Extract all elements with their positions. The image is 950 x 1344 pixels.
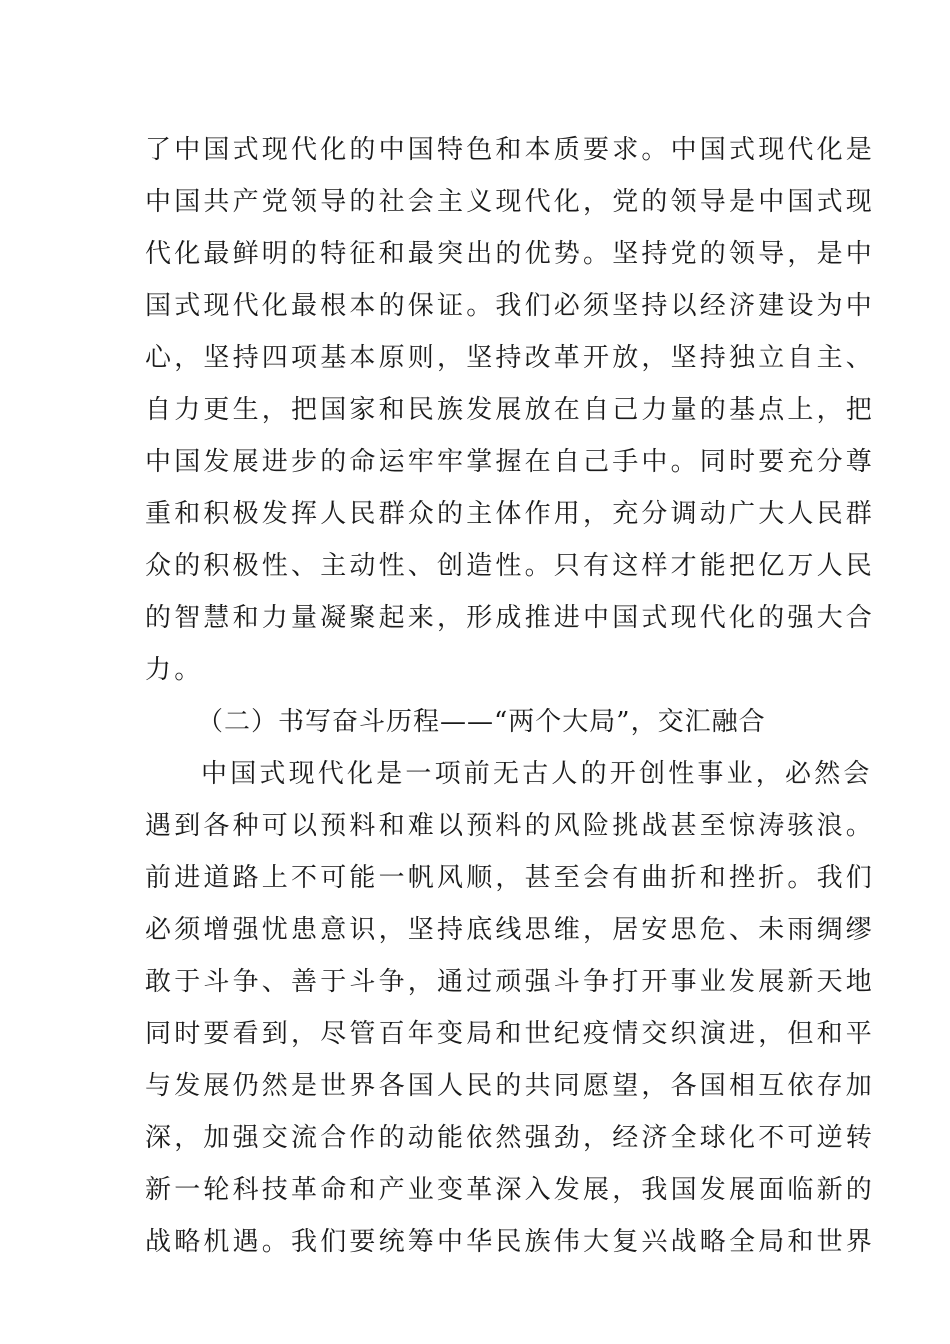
paragraph-1-line: 的智慧和力量凝聚起来，形成推进中国式现代化的强大合 [145,603,876,633]
paragraph-1-line: 代化最鲜明的特征和最突出的优势。坚持党的领导，是中 [145,239,876,269]
paragraph-2-line: 前进道路上不可能一帆风顺，甚至会有曲折和挫折。我们 [145,863,876,893]
paragraph-1-line: 自力更生，把国家和民族发展放在自己力量的基点上，把 [145,395,876,425]
paragraph-2-line: 敢于斗争、善于斗争，通过顽强斗争打开事业发展新天地 [145,967,876,997]
paragraph-1-line: 中国共产党领导的社会主义现代化，党的领导是中国式现 [145,187,876,217]
paragraph-1-line: 力。 [145,655,204,685]
paragraph-1-line: 国式现代化最根本的保证。我们必须坚持以经济建设为中 [145,291,876,321]
paragraph-1-line: 了中国式现代化的中国特色和本质要求。中国式现代化是 [145,135,876,165]
paragraph-2-line: 中国式现代化是一项前无古人的开创性事业，必然会 [201,759,873,789]
paragraph-2-line: 与发展仍然是世界各国人民的共同愿望，各国相互依存加 [145,1071,876,1101]
paragraph-2-line: 遇到各种可以预料和难以预料的风险挑战甚至惊涛骇浪。 [145,811,876,841]
section-heading: （二）书写奋斗历程——“两个大局”，交汇融合 [197,707,766,737]
paragraph-1-line: 重和积极发挥人民群众的主体作用，充分调动广大人民群 [145,499,876,529]
document-body [145,124,876,1268]
paragraph-2-line: 战略机遇。我们要统筹中华民族伟大复兴战略全局和世界 [145,1227,876,1257]
paragraph-2-line: 深，加强交流合作的动能依然强劲，经济全球化不可逆转 [145,1123,876,1153]
paragraph-2-line: 必须增强忧患意识，坚持底线思维，居安思危、未雨绸缪 [145,915,876,945]
paragraph-1-line: 中国发展进步的命运牢牢掌握在自己手中。同时要充分尊 [145,447,876,477]
paragraph-2-line: 同时要看到，尽管百年变局和世纪疫情交织演进，但和平 [145,1019,876,1049]
paragraph-1-line: 众的积极性、主动性、创造性。只有这样才能把亿万人民 [145,551,876,581]
paragraph-2-line: 新一轮科技革命和产业变革深入发展，我国发展面临新的 [145,1175,876,1205]
paragraph-1-line: 心，坚持四项基本原则，坚持改革开放，坚持独立自主、 [145,343,876,373]
